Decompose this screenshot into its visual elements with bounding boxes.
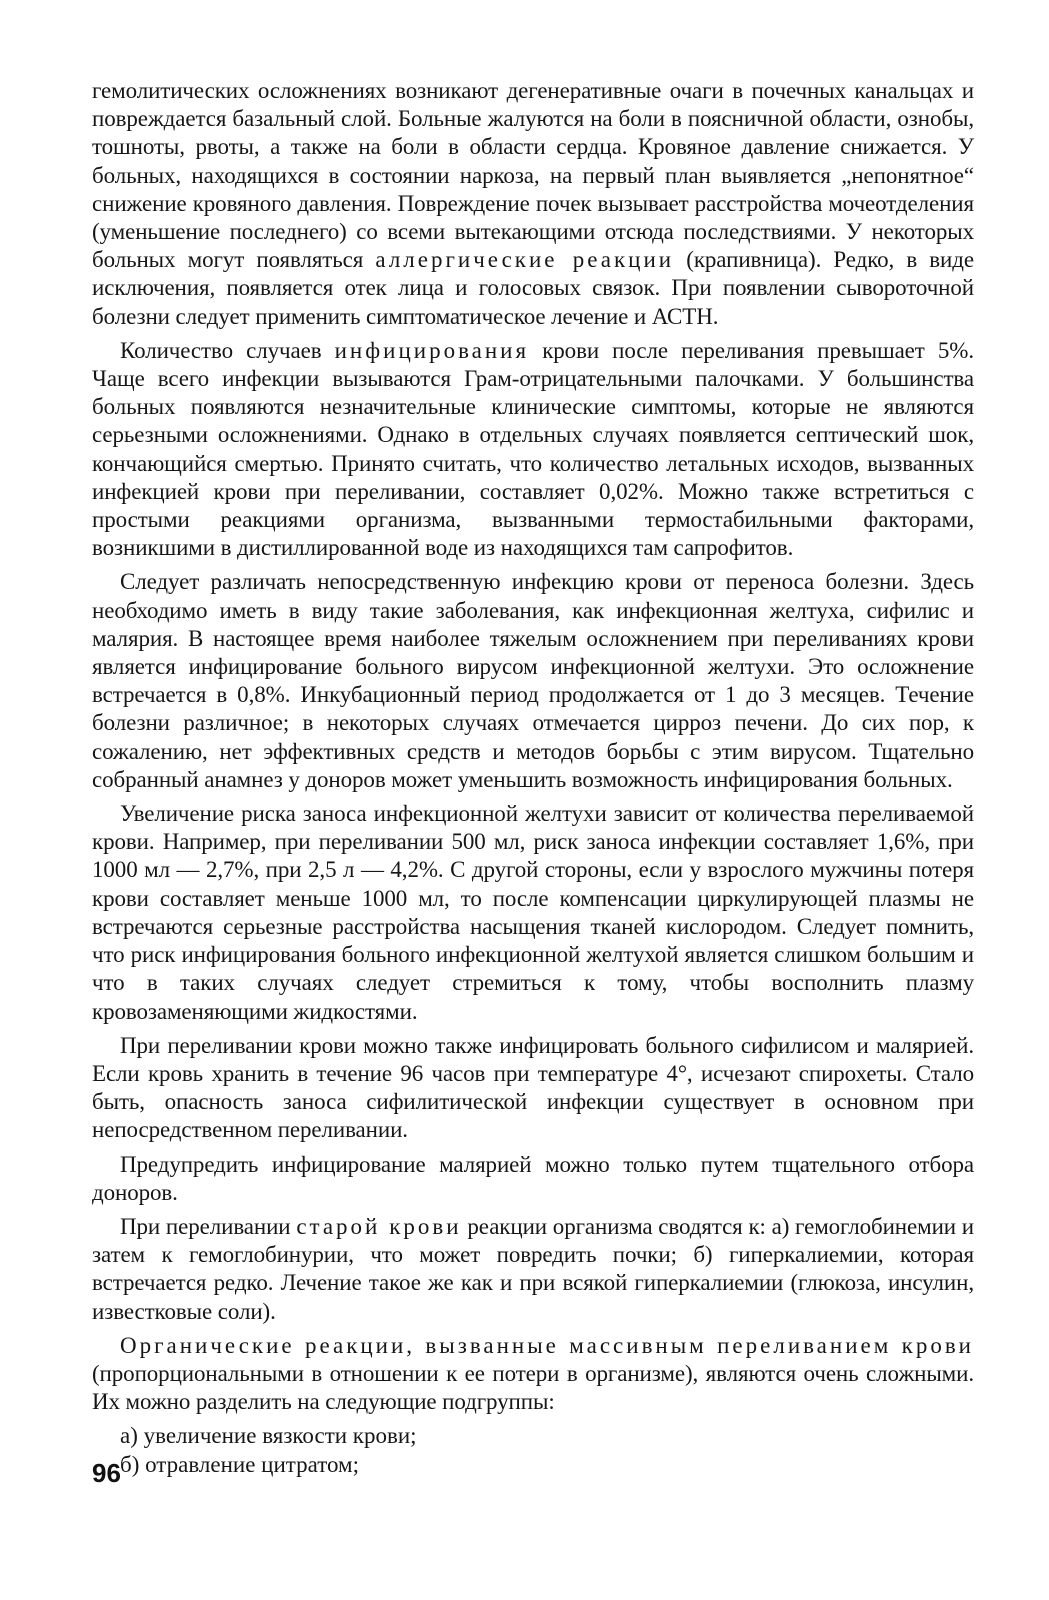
paragraph-text: крови после переливания превышает 5%. Чаще всего инфекции вызываются Грам-отрицательными палочками. У большинства больных появляются незначительные клинические симптомы, которые не являются серьезными осложнениями. Однако в отдельных случаях появляется септический шок, кончающийся смертью. Принято считать, что количество летальных исходов, вызванных инфекцией крови при переливании, составляет 0,02%. Можно также встретиться с простыми реакциями организма, вызванными термостабильными факторами, возникшими в дистиллированной воде из находящихся там сапрофитов. xyxy=(92,337,974,561)
paragraph-text: (пропорциональными в отношении к ее потери в организме), являются очень сложными. Их можно разделить на следующие подгруппы: xyxy=(92,1360,974,1415)
paragraph-disease-transfer: Следует различать непосредственную инфекцию крови от переноса болезни. Здесь необходимо иметь в виду такие заболевания, как инфекционная желтуха, сифилис и малярия. В настоящее время наиболее тяжелым осложнением при переливаниях крови является инфицирование больного вирусом инфекционной желтухи. Это осложнение встречается в 0,8%. Инкубационный период продолжается от 1 до 3 месяцев. Течение болезни различное; в некоторых случаях отмечается цирроз печени. До сих пор, к сожалению, нет эффективных средств и методов борьбы с этим вирусом. Тщательно собранный анамнез у доноров может уменьшить возможность инфицирования больных. xyxy=(92,569,974,792)
paragraph-massive-transfusion xyxy=(92,1332,974,1417)
paragraph-text: реакции организма сводятся к: а) гемоглобинемии и затем к гемоглобинурии, что может повредить почки; б) гиперкалиемии, которая встречается редко. Лечение такое же как и при всякой гиперкалиемии (глюкоза, инсулин, известковые соли). xyxy=(92,1213,974,1324)
paragraph-text: Количество случаев xyxy=(120,337,335,363)
paragraph-text: При переливании xyxy=(120,1213,297,1239)
page-number: 96 xyxy=(92,1458,121,1488)
spaced-emphasis: Органические реакции, вызванные массивным переливанием крови xyxy=(120,1332,974,1358)
paragraph-syphilis-malaria: При переливании крови можно также инфицировать больного сифилисом и малярией. Если кровь хранить в течение 96 часов при температуре 4°, исчезают спирохеты. Стало быть, опасность заноса сифилитической инфекции существует в основном при непосредственном переливании. xyxy=(92,1032,974,1143)
subgroup-list xyxy=(92,1422,974,1478)
spaced-emphasis: старой крови xyxy=(296,1213,462,1239)
list-item: а) увеличение вязкости крови; xyxy=(120,1423,417,1449)
paragraph-text: гемолитических осложнениях возникают дегенеративные очаги в почечных канальцах и повреждается базальный слой. Больные жалуются на боли в поясничной области, ознобы, тошноты, рвоты, а также на боли в области сердца. Кровяное давление снижается. У больных, находящихся в состоянии наркоза, на первый план выявляется „непонятное“ снижение кровяного давления. Повреждение почек вызывает расстройства мочеотделения (уменьшение последнего) со всеми вытекающими отсюда последствиями. У некоторых больных могут появляться xyxy=(92,78,974,273)
paragraph-text: (крапивница). Редко, в виде исключения, появляется отек лица и голосовых связок. При появлении сывороточной болезни следует применить симптоматическое лечение и АСТН. xyxy=(92,247,974,329)
book-page xyxy=(92,77,974,1479)
spaced-emphasis: аллергические реакции xyxy=(375,247,675,273)
spaced-emphasis: инфицирования xyxy=(334,337,530,363)
paragraph-old-blood xyxy=(92,1213,974,1326)
paragraph-malaria-prevention: Предупредить инфицирование малярией можно только путем тщательного отбора доноров. xyxy=(92,1151,974,1205)
paragraph-hepatitis-risk: Увеличение риска заноса инфекционной желтухи зависит от количества переливаемой крови. Например, при переливании 500 мл, риск заноса инфекции составляет 1,6%, при 1000 мл — 2,7%, при 2,5 л — 4,2%. С другой стороны, если у взрослого мужчины потеря крови составляет меньше 1000 мл, то после компенсации циркулирующей плазмы не встречаются серьезные расстройства насыщения тканей кислородом. Следует помнить, что риск инфицирования больного инфекционной желтухой является слишком большим и что в таких случаях следует стремиться к тому, чтобы восполнить плазму кровозаменяющими жидкостями. xyxy=(92,801,974,1024)
paragraph-infection xyxy=(92,337,974,563)
list-item: б) отравление цитратом; xyxy=(120,1451,359,1477)
paragraph-allergic-reactions xyxy=(92,77,974,331)
